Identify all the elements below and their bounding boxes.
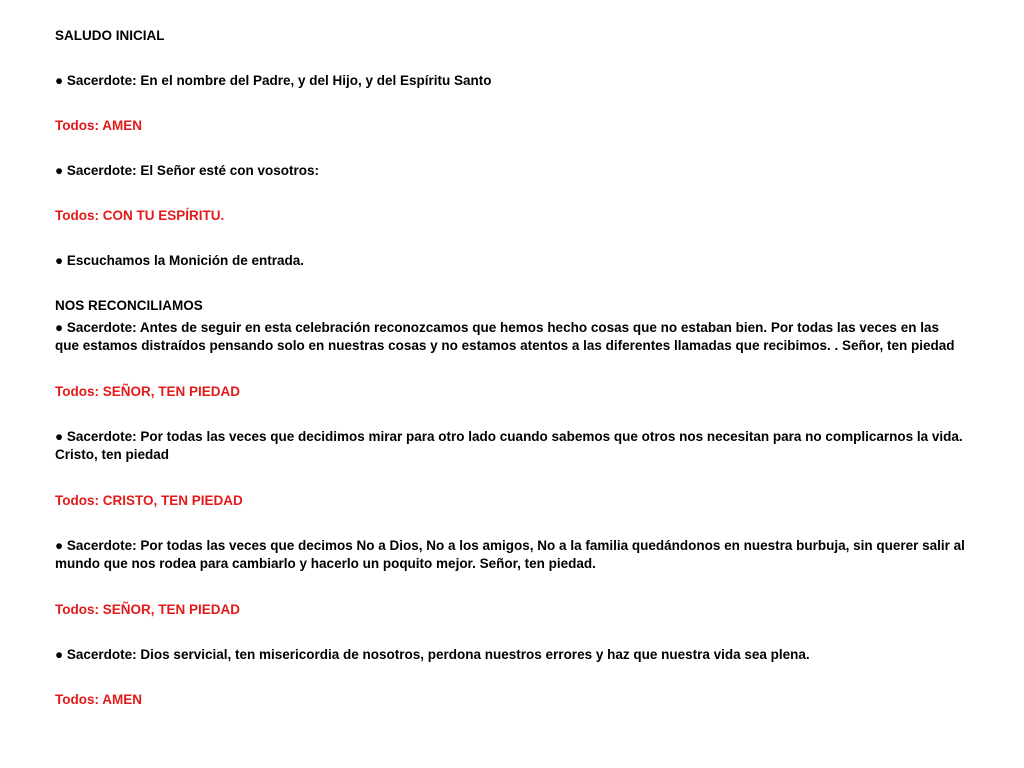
priest-line-5: ● Sacerdote: Por todas las veces que decidimos mirar para otro lado cuando sabemos que otros nos necesitan para no complicarnos la vida. Cristo, ten piedad [55,429,963,462]
response-line-7: Todos: AMEN [55,692,142,707]
response-line-6: Todos: SEÑOR, TEN PIEDAD [55,602,241,617]
priest-line-1: ● Sacerdote: En el nombre del Padre, y del Hijo, y del Espíritu Santo [55,73,492,88]
response-line-1: Todos: AMEN [55,118,142,133]
response-line-5: Todos: CRISTO, TEN PIEDAD [55,493,243,508]
response-line-2: Todos: CON TU ESPÍRITU. [55,208,225,223]
section-heading-reconciliamos: NOS RECONCILIAMOS [55,298,203,313]
priest-line-4: ● Sacerdote: Antes de seguir en esta celebración reconozcamos que hemos hecho cosas que no estaban bien. Por todas las veces en las que estamos distraídos pensando solo en nuestras cosas y no estamos atentos a las diferentes llamadas que recibimos. . Señor, ten piedad [55,320,955,353]
response-line-4: Todos: SEÑOR, TEN PIEDAD [55,384,241,399]
instruction-line: ● Escuchamos la Monición de entrada. [55,253,304,268]
priest-line-2: ● Sacerdote: El Señor esté con vosotros: [55,163,319,178]
priest-line-6: ● Sacerdote: Por todas las veces que decimos No a Dios, No a los amigos, No a la familia quedándonos en nuestra burbuja, sin querer salir al mundo que nos rodea para cambiarlo y hacerlo un poquito mejor. Señor, ten piedad. [55,538,965,571]
section-heading-saludo: SALUDO INICIAL [55,28,165,43]
priest-line-7: ● Sacerdote: Dios servicial, ten misericordia de nosotros, perdona nuestros errores y haz que nuestra vida sea plena. [55,647,810,662]
